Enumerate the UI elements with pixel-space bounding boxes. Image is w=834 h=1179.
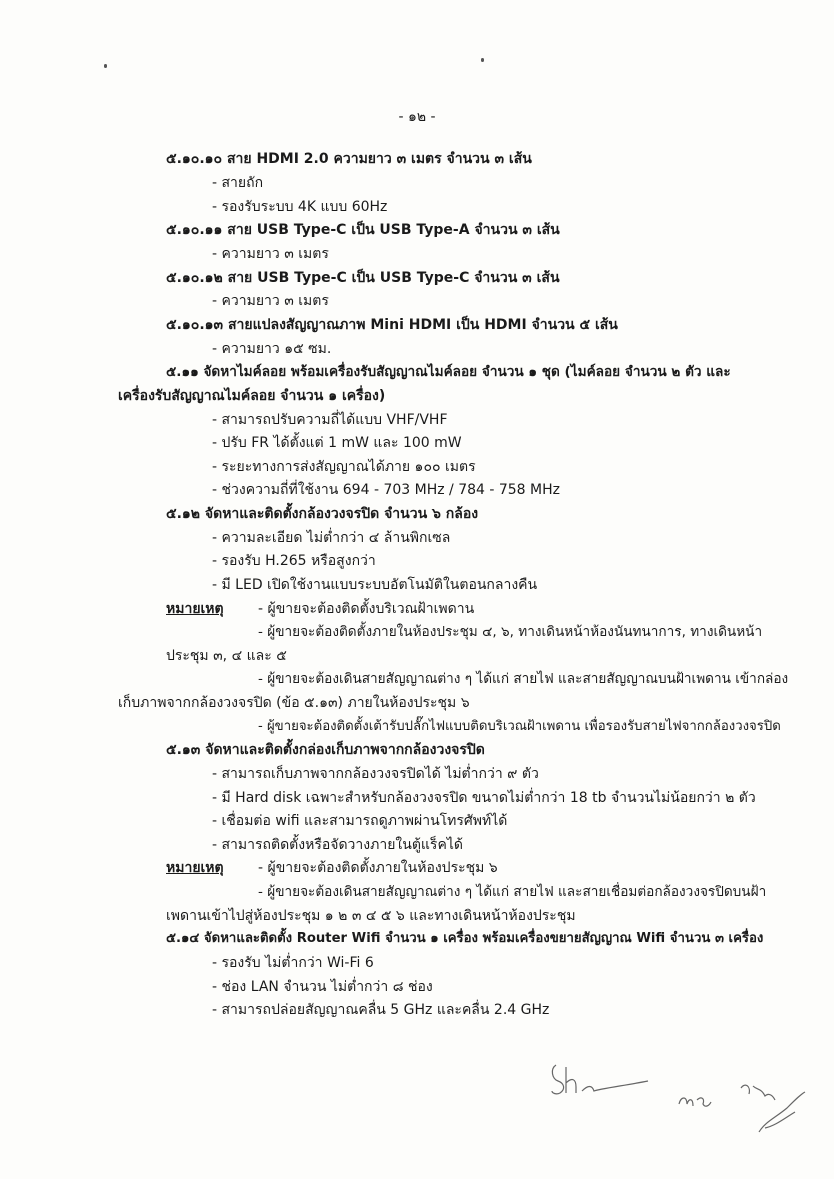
bullet-item: - รองรับ H.265 หรือสูงกว่า — [212, 553, 376, 569]
bullet-item: - สามารถปรับความถี่ได้แบบ VHF/VHF — [212, 412, 448, 428]
note-item-continued: เก็บภาพจากกล้องวงจรปิด (ข้อ ๕.๑๓) ภายในห้องประชุม ๖ — [118, 695, 470, 711]
section-heading: ๕.๑๔ จัดหาและติดตั้ง Router Wifi จำนวน ๑ เครื่อง พร้อมเครื่องขยายสัญญาณ Wifi จำนวน ๓ เครื่อง — [166, 931, 764, 946]
bullet-item: - สามารถเก็บภาพจากกล้องวงจรปิดได้ ไม่ต่ำกว่า ๙ ตัว — [212, 766, 539, 782]
note-label: หมายเหตุ — [166, 601, 224, 617]
scan-mark — [104, 64, 107, 68]
handwritten-initials — [675, 1090, 715, 1112]
bullet-item: - สายถัก — [212, 175, 264, 191]
section-heading: ๕.๑๒ จัดหาและติดตั้งกล้องวงจรปิด จำนวน ๖ กล้อง — [166, 506, 479, 522]
bullet-item: - ระยะทางการส่งสัญญาณได้ภาย ๑๐๐ เมตร — [212, 459, 476, 475]
bullet-item: - ช่อง LAN จำนวน ไม่ต่ำกว่า ๘ ช่อง — [212, 979, 433, 995]
bullet-item: - มี LED เปิดใช้งานแบบระบบอัตโนมัติในตอนกลางคืน — [212, 577, 538, 593]
page-number: - ๑๒ - — [398, 109, 436, 125]
section-heading: ๕.๑๑ จัดหาไมค์ลอย พร้อมเครื่องรับสัญญาณไมค์ลอย จำนวน ๑ ชุด (ไมค์ลอย จำนวน ๒ ตัว และ — [166, 364, 731, 380]
section-heading: ๕.๑๐.๑๑ สาย USB Type-C เป็น USB Type-A จำนวน ๓ เส้น — [166, 222, 560, 238]
note-item: - ผู้ขายจะต้องเดินสายสัญญาณต่าง ๆ ได้แก่ สายไฟ และสายเชื่อมต่อกล้องวงจรปิดบนฝ้า — [258, 884, 767, 900]
bullet-item: - ความยาว ๑๕ ซม. — [212, 341, 332, 357]
bullet-item: - ความยาว ๓ เมตร — [212, 246, 329, 262]
section-heading: ๕.๑๐.๑๒ สาย USB Type-C เป็น USB Type-C จำนวน ๓ เส้น — [166, 270, 560, 286]
bullet-item: - ปรับ FR ได้ตั้งแต่ 1 mW และ 100 mW — [212, 435, 462, 451]
note-item-continued: ประชุม ๓, ๔ และ ๕ — [166, 648, 287, 664]
bullet-item: - สามารถปล่อยสัญญาณคลื่น 5 GHz และคลื่น 2.4 GHz — [212, 1002, 550, 1018]
section-heading-continued: เครื่องรับสัญญาณไมค์ลอย จำนวน ๑ เครื่อง) — [118, 388, 386, 404]
bullet-item: - รองรับ ไม่ต่ำกว่า Wi-Fi 6 — [212, 955, 374, 971]
note-item: - ผู้ขายจะต้องติดตั้งบริเวณฝ้าเพดาน — [258, 601, 475, 617]
bullet-item: - ความยาว ๓ เมตร — [212, 293, 329, 309]
note-item: - ผู้ขายจะต้องติดตั้งเต้ารับปลั๊กไฟแบบติดบริเวณฝ้าเพดาน เพื่อรองรับสายไฟจากกล้องวงจรปิด — [258, 719, 781, 734]
bullet-item: - ช่วงความถี่ที่ใช้งาน 694 - 703 MHz / 784 - 758 MHz — [212, 482, 560, 498]
bullet-item: - สามารถติดตั้งหรือจัดวางภายในตู้แร็คได้ — [212, 837, 463, 853]
handwritten-signature — [735, 1078, 810, 1138]
bullet-item: - ความละเอียด ไม่ต่ำกว่า ๔ ล้านพิกเซล — [212, 530, 451, 546]
bullet-item: - รองรับระบบ 4K แบบ 60Hz — [212, 199, 388, 215]
bullet-item: - เชื่อมต่อ wifi และสามารถดูภาพผ่านโทรศัพท์ได้ — [212, 813, 508, 829]
note-item-continued: เพดานเข้าไปสู่ห้องประชุม ๑ ๒ ๓ ๔ ๕ ๖ และทางเดินหน้าห้องประชุม — [166, 908, 576, 924]
section-heading: ๕.๑๓ จัดหาและติดตั้งกล่องเก็บภาพจากกล้องวงจรปิด — [166, 742, 485, 758]
note-label: หมายเหตุ — [166, 860, 224, 876]
handwritten-signature — [548, 1055, 658, 1105]
note-item: - ผู้ขายจะต้องติดตั้งภายในห้องประชุม ๖ — [258, 860, 498, 876]
section-heading: ๕.๑๐.๑๓ สายแปลงสัญญาณภาพ Mini HDMI เป็น HDMI จำนวน ๕ เส้น — [166, 317, 618, 333]
note-item: - ผู้ขายจะต้องเดินสายสัญญาณต่าง ๆ ได้แก่ สายไฟ และสายสัญญาณบนฝ้าเพดาน เข้ากล่อง — [258, 671, 789, 687]
section-heading: ๕.๑๐.๑๐ สาย HDMI 2.0 ความยาว ๓ เมตร จำนวน ๓ เส้น — [166, 151, 532, 167]
note-item: - ผู้ขายจะต้องติดตั้งภายในห้องประชุม ๔, ๖, ทางเดินหน้าห้องนันทนาการ, ทางเดินหน้า — [258, 624, 763, 640]
bullet-item: - มี Hard disk เฉพาะสำหรับกล้องวงจรปิด ขนาดไม่ต่ำกว่า 18 tb จำนวนไม่น้อยกว่า ๒ ตัว — [212, 790, 756, 806]
scan-mark — [481, 58, 484, 62]
